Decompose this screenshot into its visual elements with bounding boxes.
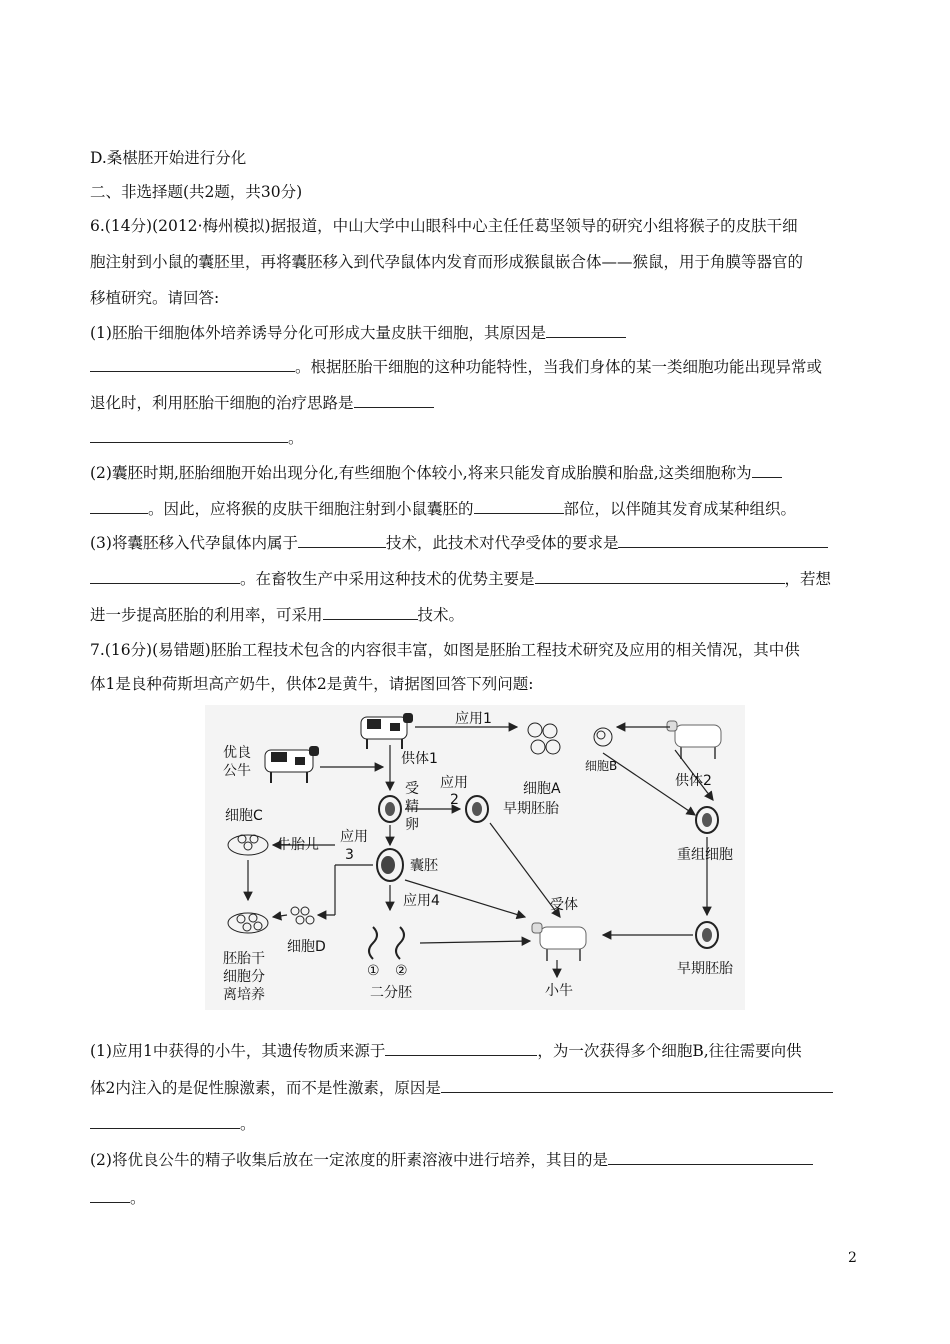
label-fetus: 牛胎儿: [277, 837, 319, 853]
label-fert-1: 受: [405, 781, 419, 797]
q6-part2-line1: [90, 462, 782, 483]
q6-part3-text-f: 技术。: [417, 606, 465, 624]
answer-blank[interactable]: [441, 1077, 833, 1093]
label-fert-2: 精: [405, 799, 419, 815]
q6-part1-line3: [90, 392, 434, 413]
early-embryo-icon: [466, 796, 488, 822]
blastocyst-icon: [377, 849, 403, 881]
section-heading: 二、非选择题(共2题，共30分): [90, 183, 303, 201]
label-esc-2: 细胞分: [223, 969, 265, 985]
q6-part1-text-a: (1)胚胎干细胞体外培养诱导分化可形成大量皮肤干细胞，其原因是: [90, 324, 546, 342]
label-cell-c: 细胞C: [225, 808, 263, 824]
q6-part2-text-a: (2)囊胚时期,胚胎细胞开始出现分化,有些细胞个体较小,将来只能发育成胎膜和胎盘,这类细胞称为: [90, 464, 752, 482]
label-app3a: 应用: [340, 829, 368, 845]
answer-blank[interactable]: [90, 356, 295, 372]
q6-part1-line4: [90, 427, 304, 448]
zygote-icon: [379, 796, 401, 822]
label-twin: 二分胚: [370, 985, 412, 1001]
answer-blank[interactable]: [385, 1040, 537, 1056]
answer-blank[interactable]: [90, 427, 288, 443]
label-app1: 应用1: [455, 711, 492, 727]
label-circle2: ②: [395, 963, 408, 979]
label-app4: 应用4: [403, 893, 440, 909]
q6-part3-line1: [90, 532, 828, 553]
q6-part3-text-b: 技术，此技术对代孕受体的要求是: [385, 534, 619, 552]
q6-part3-text-e: 进一步提高胚胎的利用率，可采用: [90, 606, 323, 624]
label-esc-1: 胚胎干: [223, 951, 265, 967]
answer-blank[interactable]: [298, 532, 386, 548]
q6-stem-line2: 胞注射到小鼠的囊胚里，再将囊胚移入到代孕鼠体内发育而形成猴鼠嵌合体——猴鼠，用于角膜等器官的: [90, 253, 804, 271]
q7-part1-line3: [90, 1113, 256, 1134]
answer-blank[interactable]: [546, 322, 626, 338]
q7-part2-text-b: 。: [130, 1189, 146, 1207]
label-early-embryo2: 早期胚胎: [677, 961, 733, 977]
label-esc-3: 离培养: [223, 987, 265, 1003]
recombinant-cell-icon: [696, 807, 718, 833]
q6-part3-line3: [90, 604, 464, 625]
label-app3b: 3: [345, 847, 354, 863]
label-circle1: ①: [367, 963, 380, 979]
answer-blank[interactable]: [90, 1187, 130, 1203]
label-good-bull-2: 公牛: [223, 763, 251, 779]
label-fert-3: 卵: [405, 817, 419, 833]
q7-part1-text-a: (1)应用1中获得的小牛，其遗传物质来源于: [90, 1042, 386, 1060]
q7-part2-text-a: (2)将优良公牛的精子收集后放在一定浓度的肝素溶液中进行培养，其目的是: [90, 1151, 608, 1169]
answer-blank[interactable]: [354, 392, 434, 408]
label-recipient: 受体: [550, 897, 578, 913]
cow-good-bull-icon: [265, 746, 319, 783]
label-early-embryo: 早期胚胎: [503, 801, 559, 817]
q6-part2-text-b: 。因此，应将猴的皮肤干细胞注射到小鼠囊胚的: [148, 500, 474, 518]
answer-blank[interactable]: [608, 1149, 813, 1165]
cell-c-dish-icon: [228, 835, 268, 855]
cow-recipient-icon: [532, 923, 586, 961]
esc-culture-dish-icon: [228, 913, 268, 933]
q6-part3-text-a: (3)将囊胚移入代孕鼠体内属于: [90, 534, 298, 552]
q7-part1-text-d: 。: [240, 1115, 256, 1133]
label-good-bull-1: 优良: [223, 745, 251, 761]
answer-blank[interactable]: [618, 532, 828, 548]
q6-part3-line2: [90, 568, 831, 589]
label-donor1: 供体1: [401, 751, 438, 767]
q7-stem-line2: 体1是良种荷斯坦高产奶牛，供体2是黄牛，请据图回答下列问题:: [90, 675, 534, 693]
q6-part1-text-c: 退化时，利用胚胎干细胞的治疗思路是: [90, 394, 354, 412]
cow-donor1-icon: [361, 713, 413, 749]
answer-blank[interactable]: [752, 462, 782, 478]
q7-part1-text-b: ，为一次获得多个细胞B,往往需要向供: [537, 1042, 802, 1060]
q6-part1-text-d: 。: [288, 429, 304, 447]
q6-part1-line2: [90, 356, 822, 377]
page-number: 2: [848, 1250, 857, 1266]
q7-part2-line2: [90, 1187, 146, 1208]
answer-blank[interactable]: [90, 568, 240, 584]
option-d: D.桑椹胚开始进行分化: [90, 149, 247, 167]
q6-part3-text-d: ，若想: [784, 570, 832, 588]
label-cell-d: 细胞D: [287, 939, 326, 955]
cell-a-icon: [528, 723, 560, 754]
answer-blank[interactable]: [474, 498, 564, 514]
label-app2a: 应用: [440, 775, 468, 791]
q6-part1-line1: [90, 322, 626, 343]
cow-donor2-icon: [667, 721, 721, 759]
cell-b-icon: [594, 728, 612, 746]
q6-stem-line3: 移植研究。请回答:: [90, 289, 220, 307]
label-recombinant: 重组细胞: [677, 847, 733, 863]
answer-blank[interactable]: [90, 498, 148, 514]
label-calf: 小牛: [545, 983, 573, 999]
q7-part1-line1: [90, 1040, 802, 1061]
label-app2b: 2: [450, 792, 459, 808]
q6-part3-text-c: 。在畜牧生产中采用这种技术的优势主要是: [240, 570, 535, 588]
early-embryo2-icon: [696, 922, 718, 948]
q7-part2-line1: [90, 1149, 813, 1170]
q6-part1-text-b: 。根据胚胎干细胞的这种功能特性，当我们身体的某一类细胞功能出现异常或: [295, 358, 823, 376]
q7-part1-line2: [90, 1077, 833, 1098]
q7-stem-line1: 7.(16分)(易错题)胚胎工程技术包含的内容很丰富，如图是胚胎工程技术研究及应用的相关情况，其中供: [90, 641, 800, 659]
q6-stem-line1: 6.(14分)(2012·梅州模拟)据报道，中山大学中山眼科中心主任任葛坚领导的研究小组将猴子的皮肤干细: [90, 217, 798, 235]
label-donor2: 供体2: [675, 773, 712, 789]
twin-embryo-icon: [369, 927, 404, 959]
label-blastocyst: 囊胚: [410, 858, 438, 874]
q6-part2-line2: [90, 498, 796, 519]
label-cell-a: 细胞A: [523, 781, 561, 797]
q7-part1-text-c: 体2内注入的是促性腺激素，而不是性激素，原因是: [90, 1079, 441, 1097]
label-cell-b: 细胞B: [585, 759, 618, 773]
answer-blank[interactable]: [323, 604, 418, 620]
q6-part2-text-c: 部位，以伴随其发育成某种组织。: [563, 500, 797, 518]
answer-blank[interactable]: [90, 1113, 240, 1129]
embryo-engineering-diagram: [205, 705, 745, 1010]
cell-d-icon: [291, 907, 314, 924]
answer-blank[interactable]: [535, 568, 785, 584]
